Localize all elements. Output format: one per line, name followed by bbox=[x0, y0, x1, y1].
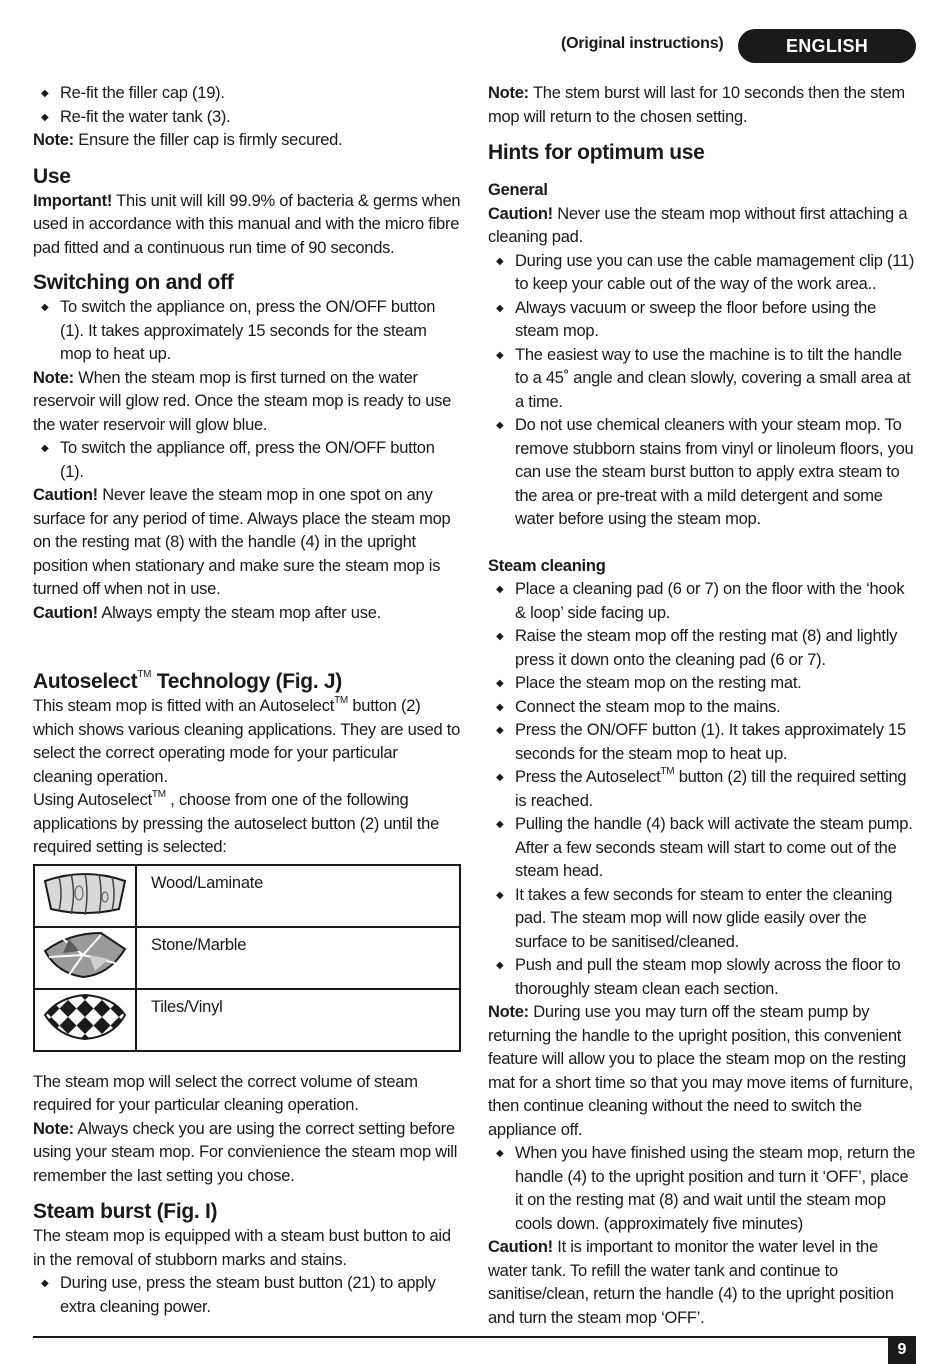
list-item: ◆ During use, press the steam bust button (21) to apply extra cleaning power. bbox=[33, 1272, 461, 1319]
list-item: ◆ Re-fit the water tank (3). bbox=[33, 106, 461, 130]
water-level-caution: Caution! It is important to monitor the water level in the water tank. To refill the water tank and continue to sanitise/clean, return the handle (4) to the upright position and turn the steam mop ‘OFF’. bbox=[488, 1238, 894, 1327]
left-column bbox=[33, 82, 461, 1319]
subsection-title-general: General bbox=[488, 181, 548, 199]
subsection-title-steam-cleaning: Steam cleaning bbox=[488, 556, 606, 575]
list-item: ◆ Raise the steam mop off the resting mat (8) and lightly press it down onto the cleaning pad (6 or 7). bbox=[488, 625, 918, 672]
section-title-hints: Hints for optimum use bbox=[488, 141, 705, 164]
steam-burst-text: The steam mop is equipped with a steam bust button to aid in the removal of stubborn marks and stains. bbox=[33, 1227, 451, 1269]
list-item: ◆ When you have finished using the steam mop, return the handle (4) to the upright position and turn it ‘OFF’, place it on the resting mat (8) and wait until the steam mop cools down. (approximately five minutes) bbox=[488, 1142, 918, 1236]
list-item: ◆ Always vacuum or sweep the floor before using the steam mop. bbox=[488, 297, 918, 344]
list-item: ◆ Re-fit the filler cap (19). bbox=[33, 82, 461, 106]
switching-caution: Caution! Never leave the steam mop in one spot on any surface for any period of time. Always place the steam mop on the resting mat (8) with the handle (4) in the upright position when stationary and make sure the steam mop is turned off when not in use. bbox=[33, 486, 451, 598]
page-number: 9 bbox=[888, 1336, 916, 1364]
list-item: ◆ To switch the appliance on, press the ON/OFF button (1). It takes approximately 15 seconds for the steam mop to heat up. bbox=[33, 296, 461, 367]
wood-laminate-icon bbox=[39, 867, 131, 917]
steam-burst-note: Note: The stem burst will last for 10 seconds then the stem mop will return to the chosen setting. bbox=[488, 84, 905, 126]
list-item: ◆ During use you can use the cable mamagement clip (11) to keep your cable out of the way of the work area.. bbox=[488, 250, 918, 297]
stone-marble-icon bbox=[39, 929, 131, 979]
list-item: ◆ To switch the appliance off, press the ON/OFF button (1). bbox=[33, 437, 461, 484]
list-item: ◆ Pulling the handle (4) back will activate the steam pump. After a few seconds steam will start to come out of the steam head. bbox=[488, 813, 918, 884]
section-title-autoselect: Autoselect™ Technology (Fig. J) bbox=[33, 669, 342, 693]
tiles-vinyl-icon bbox=[39, 991, 131, 1041]
switching-note: Note: When the steam mop is first turned on the water reservoir will glow red. Once the steam mop is ready to use the water reservoir will glow blue. bbox=[33, 368, 452, 434]
refit-list bbox=[33, 82, 461, 129]
use-important: Important! This unit will kill 99.9% of bacteria & germs when used in accordance with this manual and with the micro fibre pad fitted and a continuous run time of 90 seconds. bbox=[33, 191, 461, 257]
list-item: ◆ Press the ON/OFF button (1). It takes approximately 15 seconds for the steam mop to heat up. bbox=[488, 719, 918, 766]
general-caution: Caution! Never use the steam mop without first attaching a cleaning pad. bbox=[488, 204, 908, 246]
list-item: ◆ Place a cleaning pad (6 or 7) on the floor with the ‘hook & loop’ side facing up. bbox=[488, 578, 918, 625]
table-row bbox=[34, 927, 460, 989]
section-title-steam-burst: Steam burst (Fig. I) bbox=[33, 1200, 218, 1223]
autoselect-instructions: Using Autoselect™ , choose from one of the following applications by pressing the autoselect button (2) until the required setting is selected: bbox=[33, 789, 440, 856]
section-title-use: Use bbox=[33, 164, 71, 188]
general-list bbox=[488, 250, 918, 532]
list-item: ◆ Place the steam mop on the resting mat. bbox=[488, 672, 918, 696]
right-column bbox=[488, 82, 918, 1330]
original-instructions-note: (Original instructions) bbox=[561, 35, 724, 52]
refit-note: Note: Ensure the filler cap is firmly secured. bbox=[33, 131, 343, 149]
list-item: ◆ Press the Autoselect™ button (2) till the required setting is reached. bbox=[488, 766, 918, 813]
list-item: ◆ Push and pull the steam mop slowly across the floor to thoroughly steam clean each section. bbox=[488, 954, 918, 1001]
language-badge: ENGLISH bbox=[738, 29, 916, 63]
list-item: ◆ The easiest way to use the machine is to tilt the handle to a 45˚ angle and clean slowly, covering a small area at a time. bbox=[488, 344, 918, 415]
list-item: ◆ It takes a few seconds for steam to enter the cleaning pad. The steam mop will now glide easily over the surface to be sanitised/cleaned. bbox=[488, 884, 918, 955]
list-item: ◆ Connect the steam mop to the mains. bbox=[488, 696, 918, 720]
section-title-switching: Switching on and off bbox=[33, 271, 234, 294]
steam-volume-text: The steam mop will select the correct volume of steam required for your particular cleaning operation. bbox=[33, 1072, 418, 1114]
mode-label-tiles: Tiles/Vinyl bbox=[136, 989, 460, 1051]
autoselect-intro: This steam mop is fitted with an Autoselect™ button (2) which shows various cleaning applications. They are used to select the correct operating mode for your particular cleaning operation. bbox=[33, 695, 461, 786]
mode-label-stone: Stone/Marble bbox=[136, 927, 460, 989]
steam-cleaning-list bbox=[488, 578, 918, 1001]
setting-note: Note: Always check you are using the correct setting before using your steam mop. For convienience the steam mop will remember the last setting you chose. bbox=[33, 1119, 458, 1185]
table-row bbox=[34, 989, 460, 1051]
empty-caution: Caution! Always empty the steam mop after use. bbox=[33, 603, 381, 622]
list-item: ◆ Do not use chemical cleaners with your steam mop. To remove stubborn stains from vinyl or linoleum floors, you can use the steam burst button to apply extra steam to the area or pre-treat with a mild detergent and some water before using the steam mop. bbox=[488, 414, 918, 532]
cleaning-modes-table bbox=[33, 864, 461, 1052]
table-row bbox=[34, 865, 460, 927]
mode-label-wood: Wood/Laminate bbox=[136, 865, 460, 927]
footer-rule bbox=[33, 1336, 916, 1338]
steam-pump-note: Note: During use you may turn off the steam pump by returning the handle to the upright position, this convenient feature will allow you to place the steam mop on the resting mat for a short time so that you may move items of furniture, then continue cleaning without the need to switch the appliance off. bbox=[488, 1003, 913, 1139]
